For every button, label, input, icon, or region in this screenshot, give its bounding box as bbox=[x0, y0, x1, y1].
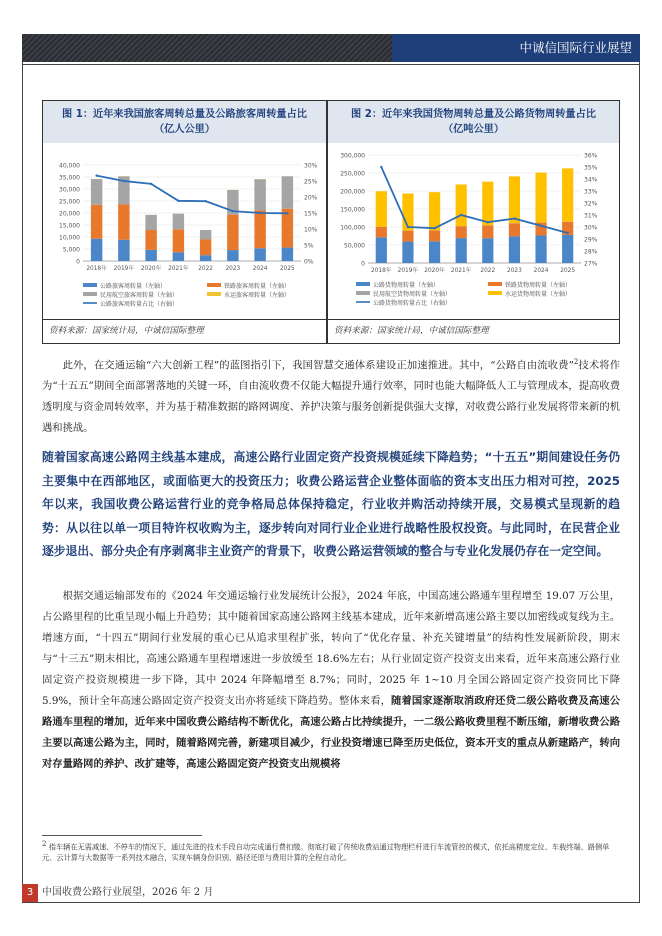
bar-segment bbox=[145, 215, 156, 230]
figure-2-panel bbox=[327, 100, 620, 344]
right-axis-tick-label: 34% bbox=[584, 176, 598, 184]
right-axis-tick-label: 31% bbox=[584, 212, 598, 220]
bar-segment bbox=[456, 226, 467, 238]
legend-swatch bbox=[83, 292, 97, 296]
paragraph-2-bold-text: 随着国家逐渐取消政府还贷二级公路收费及高速公路通车里程的增加，近年来中国收费公路结构不断优化，高速公路占比持续提升，一二级公路收费里程不断压缩，新增收费公路主要以高速公路为主，同时，随着路网完善，新建项目减少，行业投资增速已降至历史低位，资本开支的重点从新建路产，转向对存量路网的养护、改扩建等，高速公路固定资产投资支出规模将 bbox=[42, 695, 620, 770]
legend-label: 民用航空旅客周转量（左轴） bbox=[100, 292, 179, 299]
bar-segment bbox=[429, 241, 440, 263]
x-axis-tick-label: 2021年 bbox=[168, 266, 189, 272]
figure-1-source: 资料来源：国家统计局，中诚信国际整理 bbox=[43, 319, 326, 343]
legend-label: 公路旅客周转量占比（右轴） bbox=[100, 301, 179, 308]
figure-2-source: 资料来源：国家统计局，中诚信国际整理 bbox=[328, 319, 619, 343]
bar-segment bbox=[118, 240, 129, 261]
share-line-point bbox=[540, 225, 542, 227]
bar-segment bbox=[562, 168, 573, 221]
legend-label: 铁路旅客周转量（左轴） bbox=[224, 283, 291, 290]
left-axis-tick-label: 0 bbox=[361, 260, 365, 268]
bar-segment bbox=[535, 235, 546, 263]
right-axis-tick-label: 25% bbox=[304, 178, 318, 186]
figure-1-caption bbox=[43, 101, 326, 143]
share-line-point bbox=[433, 227, 435, 229]
bar-segment bbox=[562, 235, 573, 263]
x-axis-tick-label: 2019年 bbox=[397, 268, 419, 274]
x-axis-tick-label: 2024 bbox=[252, 266, 268, 272]
right-axis-tick-label: 36% bbox=[584, 152, 598, 160]
figure-2-caption-line1: 图 2：近年来我国货物周转总量及公路货物周转量占比 bbox=[351, 109, 596, 120]
paragraph-2-text: 根据交通运输部发布的《2024 年交通运输行业发展统计公报》，2024 年底，中国高速公路通车里程增至 19.07 万公里，占公路里程的比重呈现小幅上升趋势；其中随着国家高速公路网主线基本建成，近年来新增高速公路主要以加密线或复线为主。增速方面，“十四五”期间行业发展的重心已从追求里程扩张，转向了“优化存量、补充关键增量”的结构性发展新阶段，期末与“十三五”期末相比，高速公路通车里程增速进一步放缓至 18.6%左右；从行业固定资产投资支出来看，近年来高速公路行业固定资产投资规模进一步下降，其中 2024 年降幅增至 8.7%；同时，2025 年 1~10 月全国公路固定资产投资同比下降 5.9%，预计全年高速公路固定资产投资支出亦将延续下降趋势。整体来看， bbox=[42, 590, 620, 707]
bar-segment bbox=[509, 236, 520, 263]
bar-segment bbox=[118, 204, 129, 239]
page-border-right bbox=[639, 62, 640, 902]
x-axis-tick-label: 2020年 bbox=[424, 268, 445, 274]
legend-swatch bbox=[83, 283, 97, 287]
bar-segment bbox=[254, 210, 265, 248]
paragraph-1-text-rest: 技术将作为“十五五”期间全面部署落地的关键一环，自由流收费不仅能大幅提升通行效率，同时也能大幅降低人工与管理成本，提高收费透明度与资金周转效率，并为基于精准数据的路网调度、养护决策与服务创新提供强大支撑，对收费公路行业发展将带来新的机遇和挑战。 bbox=[42, 359, 620, 435]
legend-swatch bbox=[488, 282, 502, 286]
share-line-point bbox=[259, 212, 261, 214]
bar-segment bbox=[254, 179, 265, 210]
legend-swatch bbox=[207, 283, 221, 287]
bar-segment bbox=[145, 250, 156, 261]
left-axis-tick-label: 10,000 bbox=[59, 234, 80, 242]
figure-2-caption bbox=[328, 101, 619, 143]
left-axis-tick-label: 200,000 bbox=[340, 188, 365, 196]
x-axis-tick-label: 2025 bbox=[279, 266, 295, 272]
left-axis-tick-label: 250,000 bbox=[340, 170, 365, 178]
share-line-point bbox=[286, 212, 288, 214]
bar-segment bbox=[456, 184, 467, 226]
left-axis-tick-label: 15,000 bbox=[59, 222, 80, 230]
bar-segment bbox=[429, 192, 440, 230]
bar-segment bbox=[456, 238, 467, 263]
figure-1-caption-line2: （亿人公里） bbox=[153, 124, 216, 135]
x-axis-tick-label: 2023 bbox=[507, 268, 522, 274]
legend-swatch bbox=[488, 291, 502, 295]
legend-swatch bbox=[207, 292, 221, 296]
footer-divider bbox=[22, 902, 640, 903]
bar-segment bbox=[227, 215, 238, 250]
left-axis-tick-label: 20,000 bbox=[59, 210, 80, 218]
bar-segment bbox=[402, 242, 413, 263]
share-line-point bbox=[150, 183, 152, 185]
legend-label: 民用航空货物周转量（左轴） bbox=[373, 291, 452, 298]
left-axis-tick-label: 5,000 bbox=[62, 246, 80, 254]
right-axis-tick-label: 28% bbox=[584, 248, 598, 256]
x-axis-tick-label: 2018年 bbox=[371, 268, 392, 274]
bar-segment bbox=[376, 227, 387, 237]
right-axis-tick-label: 30% bbox=[584, 224, 598, 232]
bar-segment bbox=[482, 225, 493, 238]
paragraph-1-text: 此外，在交通运输“六大创新工程”的蓝图指引下，我国智慧交通体系建设正加速推进。其中，“公路自由流收费” bbox=[62, 359, 574, 372]
right-axis-tick-label: 29% bbox=[584, 236, 598, 244]
legend-swatch bbox=[356, 291, 370, 295]
share-line-point bbox=[566, 232, 568, 234]
x-axis-tick-label: 2022 bbox=[480, 268, 496, 274]
footnote-divider bbox=[42, 835, 202, 836]
left-axis-tick-label: 50,000 bbox=[344, 242, 365, 250]
bar-segment bbox=[282, 176, 293, 208]
x-axis-tick-label: 2018年 bbox=[86, 266, 107, 272]
bar-segment bbox=[482, 238, 493, 263]
legend-label: 水运旅客周转量（左轴） bbox=[224, 292, 291, 299]
share-line-point bbox=[460, 214, 462, 216]
left-axis-tick-label: 35,000 bbox=[59, 174, 80, 182]
right-axis-tick-label: 0% bbox=[304, 258, 314, 266]
paragraph-highway-mileage bbox=[42, 586, 620, 775]
bar-segment bbox=[91, 205, 102, 239]
footnote-reference[interactable]: 2 bbox=[573, 358, 579, 366]
bar-segment bbox=[200, 255, 211, 261]
page-border-left bbox=[22, 62, 23, 902]
share-line-point bbox=[232, 210, 234, 212]
share-line-point bbox=[513, 217, 515, 219]
figure-2-caption-line2: （亿吨公里） bbox=[442, 124, 505, 135]
legend-label: 铁路货物周转量（左轴） bbox=[505, 282, 572, 289]
bar-segment bbox=[145, 230, 156, 250]
left-axis-tick-label: 300,000 bbox=[340, 152, 365, 160]
x-axis-tick-label: 2023 bbox=[225, 266, 241, 272]
bar-segment bbox=[376, 191, 387, 227]
bar-segment bbox=[200, 230, 211, 239]
bar-segment bbox=[429, 230, 440, 241]
figure-2-chart bbox=[328, 143, 619, 319]
bar-segment bbox=[91, 179, 102, 205]
x-axis-tick-label: 2024 bbox=[533, 268, 549, 274]
legend-label: 公路货物周转量（左轴） bbox=[373, 282, 440, 289]
x-axis-tick-label: 2021年 bbox=[450, 268, 472, 274]
footnote bbox=[42, 839, 620, 863]
right-axis-tick-label: 33% bbox=[584, 188, 598, 196]
footnote-text: 指车辆在无需减速、不停车的情况下，通过先进的技术手段自动完成通行费扣缴。彻底打破了传统收费站通过物理栏杆进行车流管控的模式，依托高精度定位、车载终端、路侧单元、云计算与大数据等一系列技术融合，实现车辆身份识别、路径还原与费用计算的全程自动化。 bbox=[42, 842, 610, 863]
legend-label: 公路货物周转量占比（右轴） bbox=[373, 300, 452, 307]
header-divider bbox=[22, 64, 640, 65]
figure-1-panel bbox=[42, 100, 327, 344]
x-axis-tick-label: 2020年 bbox=[140, 266, 162, 272]
left-axis-tick-label: 100,000 bbox=[340, 224, 365, 232]
right-axis-tick-label: 15% bbox=[304, 210, 318, 218]
footnote-number: 2 bbox=[42, 840, 47, 848]
bar-segment bbox=[376, 237, 387, 263]
bar-segment bbox=[173, 214, 184, 230]
x-axis-tick-label: 2025 bbox=[560, 268, 576, 274]
right-axis-tick-label: 5% bbox=[304, 242, 314, 250]
left-axis-tick-label: 40,000 bbox=[59, 162, 80, 170]
share-line-point bbox=[407, 226, 409, 228]
legend-label: 水运货物周转量（左轴） bbox=[505, 291, 572, 298]
share-line-point bbox=[123, 180, 125, 182]
bar-segment bbox=[509, 223, 520, 236]
left-axis-tick-label: 0 bbox=[76, 258, 80, 266]
bar-segment bbox=[254, 248, 265, 261]
bar-segment bbox=[200, 239, 211, 255]
bar-segment bbox=[227, 250, 238, 261]
left-axis-tick-label: 25,000 bbox=[59, 198, 80, 206]
report-series-title: 中诚信国际行业展望 bbox=[392, 34, 640, 62]
figure-1-caption-line1: 图 1：近年来我国旅客周转总量及公路旅客周转量占比 bbox=[62, 109, 307, 120]
paragraph-smart-transport bbox=[42, 352, 620, 439]
x-axis-tick-label: 2019年 bbox=[113, 266, 135, 272]
right-axis-tick-label: 30% bbox=[304, 162, 318, 170]
share-line-point bbox=[204, 200, 206, 202]
share-line-point bbox=[95, 174, 97, 176]
left-axis-tick-label: 150,000 bbox=[340, 206, 365, 214]
right-axis-tick-label: 35% bbox=[584, 164, 598, 172]
bar-segment bbox=[482, 182, 493, 226]
bar-segment bbox=[535, 173, 546, 223]
page-number: 3 bbox=[22, 884, 38, 902]
bar-segment bbox=[402, 231, 413, 242]
bar-segment bbox=[91, 239, 102, 261]
legend-label: 公路旅客周转量（左轴） bbox=[100, 283, 167, 290]
right-axis-tick-label: 20% bbox=[304, 194, 318, 202]
footer-report-title: 中国收费公路行业展望，2026 年 2 月 bbox=[42, 887, 214, 898]
right-axis-tick-label: 10% bbox=[304, 226, 318, 234]
left-axis-tick-label: 30,000 bbox=[59, 186, 80, 194]
share-line-point bbox=[177, 200, 179, 202]
figure-1-chart bbox=[43, 143, 326, 319]
share-line-point bbox=[380, 166, 382, 168]
legend-swatch bbox=[356, 282, 370, 286]
key-findings-highlight: 随着国家高速公路网主线基本建成，高速公路行业固定资产投资规模延续下降趋势；“十五五”期间建设任务仍主要集中在西部地区，或面临更大的投资压力；收费公路运营企业整体面临的资本支出压力相对可控，2025 年以来，我国收费公路运营行业的竞争格局总体保持稳定，行业收并购活动持续开展，交易模式呈现新的趋势：从以往以单一项目特许权收购为主，逐步转向对同行业企业进行战略性股权投资。与此同时，在民营企业逐步退出、部分央企有序剥离非主业资产的背景下，收费公路运营领域的整合与专业化发展仍存在一定空间。 bbox=[42, 450, 620, 558]
bar-segment bbox=[173, 252, 184, 261]
right-axis-tick-label: 27% bbox=[584, 260, 598, 268]
x-axis-tick-label: 2022 bbox=[198, 266, 214, 272]
bar-segment bbox=[509, 176, 520, 223]
bar-segment bbox=[282, 248, 293, 261]
bar-segment bbox=[173, 229, 184, 252]
share-line-point bbox=[487, 221, 489, 223]
right-axis-tick-label: 32% bbox=[584, 200, 598, 208]
